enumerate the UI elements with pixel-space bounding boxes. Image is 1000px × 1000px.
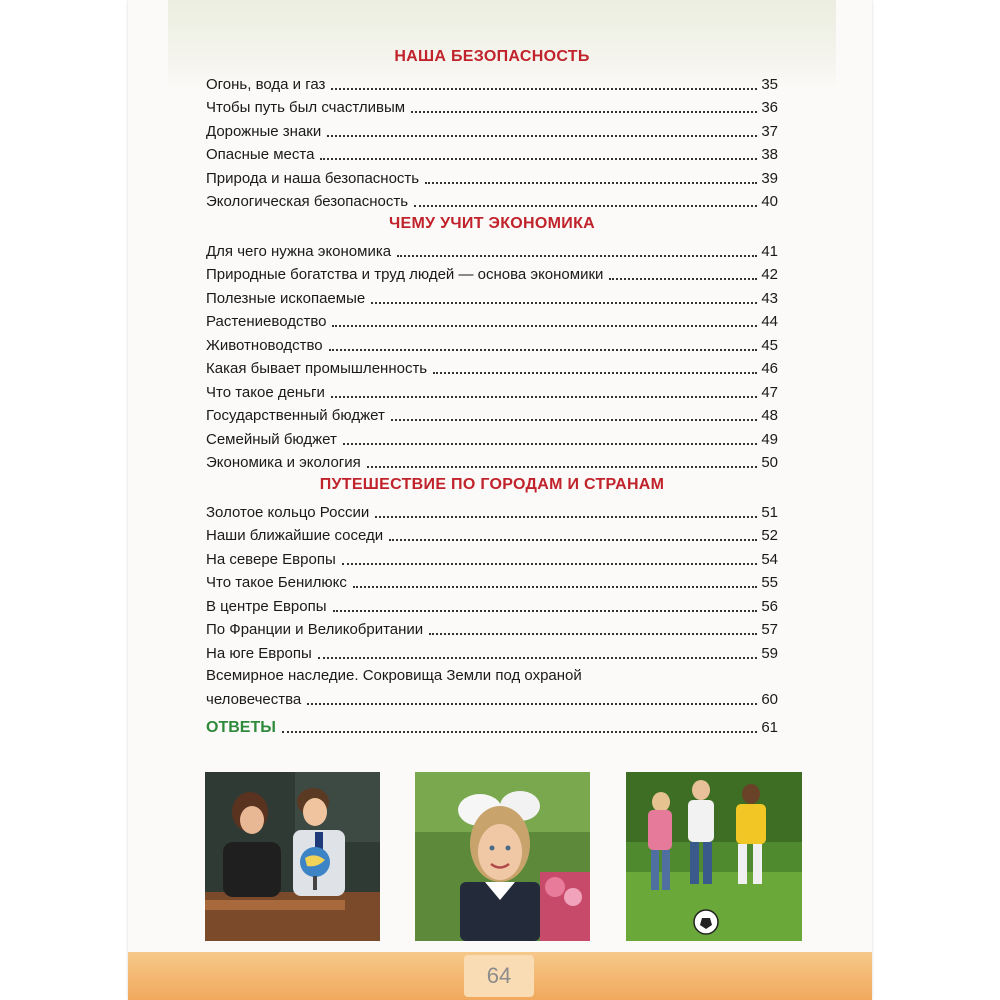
dot-leader <box>367 466 758 468</box>
toc-entry-title: Золотое кольцо России <box>206 503 370 521</box>
dot-leader <box>329 349 758 351</box>
toc-entry[interactable] <box>206 378 778 402</box>
classroom-photo <box>205 772 380 941</box>
kids-football-photo <box>626 772 802 941</box>
toc-entry-page: 50 <box>761 454 778 471</box>
toc-entry[interactable] <box>206 331 778 355</box>
toc-entry-answers[interactable] <box>206 713 778 737</box>
toc-entry-page: 61 <box>761 718 778 736</box>
toc-entry-title: На севере Европы <box>206 550 336 568</box>
toc-entry[interactable] <box>206 616 778 640</box>
toc-entry[interactable] <box>206 94 778 118</box>
dot-leader <box>353 586 757 588</box>
toc-entry-page: 37 <box>761 122 778 140</box>
photo-strip <box>205 772 802 941</box>
schoolgirl-photo <box>415 772 590 941</box>
toc-entry[interactable] <box>206 402 778 426</box>
dot-leader <box>389 539 757 541</box>
dot-leader <box>411 111 757 113</box>
toc-entry-line2 <box>206 686 778 710</box>
section-list-economics <box>206 237 778 472</box>
toc-entry-title: Животноводство <box>206 336 323 354</box>
toc-entry-page: 46 <box>761 360 778 377</box>
toc-entry[interactable] <box>206 70 778 94</box>
toc-entry-title-line2: человечества <box>206 691 302 708</box>
toc-entry-page: 40 <box>761 193 778 210</box>
section-title-economics: ЧЕМУ УЧИТ ЭКОНОМИКА <box>389 215 595 232</box>
toc-entry-title: Для чего нужна экономика <box>206 242 392 260</box>
toc-entry-page: 60 <box>761 691 778 708</box>
toc-entry-page: 39 <box>761 169 778 187</box>
toc-entry[interactable] <box>206 188 778 212</box>
toc-entry-title: Что такое Бенилюкс <box>206 574 347 591</box>
dot-leader <box>343 443 757 445</box>
toc-entry-page: 45 <box>761 336 778 354</box>
toc-entry-title: Растениеводство <box>206 313 327 330</box>
toc-entry-title: Экологическая безопасность <box>206 193 409 210</box>
toc-entry[interactable] <box>206 141 778 165</box>
toc-entry-page: 44 <box>761 313 778 330</box>
dot-leader <box>333 610 758 612</box>
section-list-travel <box>206 498 778 709</box>
toc-entry-wrapped[interactable] <box>206 665 778 710</box>
toc-entry-title: Чтобы путь был счастливым <box>206 99 406 116</box>
answers-title: ОТВЕТЫ <box>206 718 276 736</box>
toc-entry[interactable] <box>206 164 778 188</box>
toc-entry[interactable] <box>206 545 778 569</box>
toc-entry-title: Дорожные знаки <box>206 122 322 140</box>
toc-entry-page: 54 <box>761 550 778 568</box>
toc-entry[interactable] <box>206 355 778 379</box>
dot-leader <box>320 158 757 160</box>
toc-entry-page: 55 <box>761 574 778 591</box>
dot-leader <box>433 372 757 374</box>
toc-entry-page: 35 <box>761 75 778 93</box>
dot-leader <box>307 703 757 705</box>
toc-entry-page: 43 <box>761 289 778 307</box>
toc-entry[interactable] <box>206 498 778 522</box>
toc-entry-title: В центре Европы <box>206 597 327 615</box>
dot-leader <box>331 88 757 90</box>
dot-leader <box>397 255 757 257</box>
toc-entry-title: Природные богатства и труд людей — основа экономики <box>206 266 604 283</box>
toc-entry-page: 52 <box>761 527 778 544</box>
toc-entry[interactable] <box>206 449 778 473</box>
section-list-safety <box>206 70 778 211</box>
toc-entry-page: 47 <box>761 383 778 401</box>
toc-entry-title: По Франции и Великобритании <box>206 621 424 638</box>
toc-entry-title: Огонь, вода и газ <box>206 75 326 93</box>
toc-entry-page: 42 <box>761 266 778 283</box>
toc-entry-page: 59 <box>761 644 778 662</box>
dot-leader <box>331 396 757 398</box>
section-title-safety: НАША БЕЗОПАСНОСТЬ <box>394 48 590 65</box>
toc-entry-page: 36 <box>761 99 778 116</box>
toc-entry-title: Семейный бюджет <box>206 430 337 448</box>
toc-entry[interactable] <box>206 639 778 663</box>
section-title-travel: ПУТЕШЕСТВИЕ ПО ГОРОДАМ И СТРАНАМ <box>319 476 665 493</box>
toc-entry-title: Что такое деньги <box>206 383 325 401</box>
toc-entry[interactable] <box>206 308 778 332</box>
dot-leader <box>342 563 758 565</box>
toc-entry-title: Какая бывает промышленность <box>206 360 428 377</box>
toc-entry-page: 48 <box>761 407 778 424</box>
dot-leader <box>414 205 757 207</box>
toc-entry-title: Опасные места <box>206 146 315 163</box>
toc-entry-page: 51 <box>761 503 778 521</box>
toc-entry[interactable] <box>206 284 778 308</box>
toc-entry-title-line1: Всемирное наследие. Сокровища Земли под охраной <box>206 666 582 684</box>
toc-entry[interactable] <box>206 117 778 141</box>
toc-entry-title: На юге Европы <box>206 644 312 662</box>
toc-entry-title: Природа и наша безопасность <box>206 169 420 187</box>
dot-leader <box>282 731 757 733</box>
dot-leader <box>375 516 757 518</box>
dot-leader <box>318 657 758 659</box>
toc-entry-title: Полезные ископаемые <box>206 289 366 307</box>
dot-leader <box>371 302 757 304</box>
toc-entry[interactable] <box>206 592 778 616</box>
dot-leader <box>429 633 757 635</box>
toc-entry[interactable] <box>206 522 778 546</box>
dot-leader <box>332 325 757 327</box>
toc-entry[interactable] <box>206 261 778 285</box>
dot-leader <box>609 278 757 280</box>
toc-entry[interactable] <box>206 237 778 261</box>
dot-leader <box>327 135 757 137</box>
toc-entry-page: 56 <box>761 597 778 615</box>
toc-entry-title: Государственный бюджет <box>206 407 385 424</box>
toc-entry-page: 41 <box>761 242 778 260</box>
toc-entry[interactable] <box>206 569 778 593</box>
book-page <box>128 0 872 1000</box>
toc-entry-page: 49 <box>761 430 778 448</box>
table-of-contents <box>206 44 778 737</box>
dot-leader <box>391 419 757 421</box>
toc-entry-page: 57 <box>761 621 778 638</box>
dot-leader <box>425 182 757 184</box>
toc-entry[interactable] <box>206 425 778 449</box>
toc-entry-title: Наши ближайшие соседи <box>206 527 384 544</box>
toc-entry-title: Экономика и экология <box>206 454 361 471</box>
page-number: 64 <box>464 955 534 997</box>
toc-entry-page: 38 <box>761 146 778 163</box>
